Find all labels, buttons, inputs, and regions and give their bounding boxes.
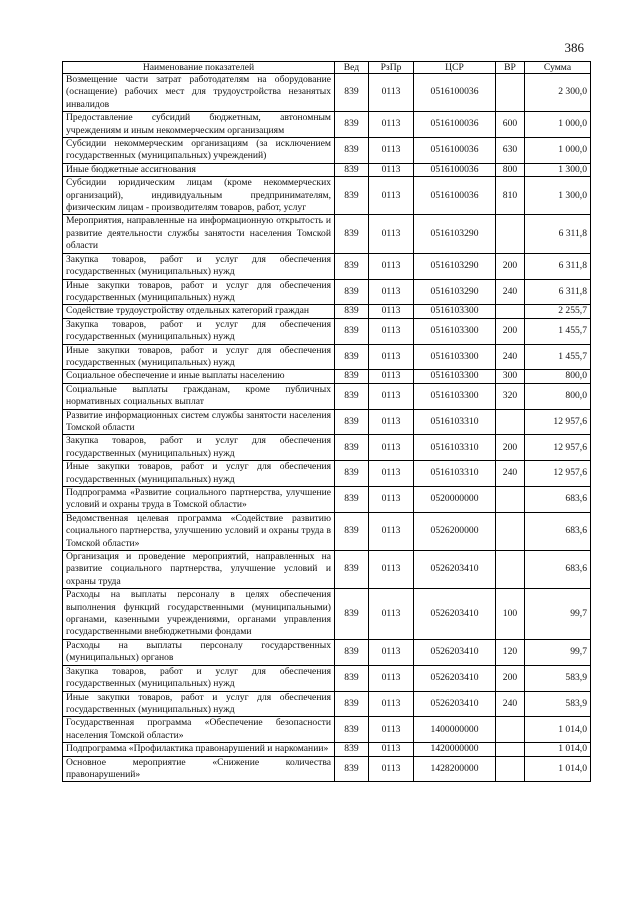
cell-ved: 839 xyxy=(335,112,369,138)
cell-ved: 839 xyxy=(335,551,369,589)
cell-sum: 6 311,8 xyxy=(525,253,591,279)
cell-vr: 120 xyxy=(496,639,525,665)
cell-rzpr: 0113 xyxy=(369,138,414,164)
cell-sum: 1 455,7 xyxy=(525,344,591,370)
cell-vr: 600 xyxy=(496,112,525,138)
cell-csr: 0516103300 xyxy=(414,318,496,344)
cell-vr: 240 xyxy=(496,344,525,370)
table-row xyxy=(63,743,591,756)
cell-vr: 240 xyxy=(496,691,525,717)
cell-sum: 1 300,0 xyxy=(525,163,591,176)
table-row xyxy=(63,717,591,743)
cell-name: Социальное обеспечение и иные выплаты населению xyxy=(63,370,335,383)
cell-name: Ведомственная целевая программа «Содействие развитию социального партнерства, улучшению условий и охраны труда в Томской области» xyxy=(63,512,335,550)
cell-vr xyxy=(496,305,525,318)
cell-name: Закупка товаров, работ и услуг для обеспечения государственных (муниципальных) нужд xyxy=(63,665,335,691)
cell-sum: 12 957,6 xyxy=(525,461,591,487)
table-row xyxy=(63,691,591,717)
cell-csr: 0516100036 xyxy=(414,177,496,215)
cell-vr: 200 xyxy=(496,665,525,691)
cell-name: Содействие трудоустройству отдельных категорий граждан xyxy=(63,305,335,318)
cell-csr: 0526203410 xyxy=(414,639,496,665)
cell-name: Иные закупки товаров, работ и услуг для обеспечения государственных (муниципальных) нужд xyxy=(63,279,335,305)
cell-vr: 320 xyxy=(496,383,525,409)
cell-ved: 839 xyxy=(335,717,369,743)
cell-vr: 240 xyxy=(496,461,525,487)
cell-csr: 0516100036 xyxy=(414,112,496,138)
cell-rzpr: 0113 xyxy=(369,344,414,370)
cell-rzpr: 0113 xyxy=(369,487,414,513)
cell-ved: 839 xyxy=(335,512,369,550)
cell-rzpr: 0113 xyxy=(369,551,414,589)
table-row xyxy=(63,551,591,589)
cell-sum: 1 000,0 xyxy=(525,112,591,138)
cell-ved: 839 xyxy=(335,435,369,461)
cell-sum: 583,9 xyxy=(525,691,591,717)
table-row xyxy=(63,215,591,253)
cell-ved: 839 xyxy=(335,383,369,409)
cell-sum: 583,9 xyxy=(525,665,591,691)
cell-rzpr: 0113 xyxy=(369,589,414,640)
cell-sum: 2 255,7 xyxy=(525,305,591,318)
cell-csr: 1420000000 xyxy=(414,743,496,756)
cell-rzpr: 0113 xyxy=(369,305,414,318)
cell-ved: 839 xyxy=(335,138,369,164)
header-sum: Сумма xyxy=(525,62,591,74)
cell-ved: 839 xyxy=(335,253,369,279)
cell-rzpr: 0113 xyxy=(369,370,414,383)
cell-vr xyxy=(496,512,525,550)
cell-rzpr: 0113 xyxy=(369,253,414,279)
table-row xyxy=(63,305,591,318)
cell-name: Иные бюджетные ассигнования xyxy=(63,163,335,176)
cell-vr: 200 xyxy=(496,318,525,344)
table-row xyxy=(63,163,591,176)
cell-csr: 0526203410 xyxy=(414,691,496,717)
table-row xyxy=(63,318,591,344)
header-ved: Вед xyxy=(335,62,369,74)
cell-csr: 1400000000 xyxy=(414,717,496,743)
table-row xyxy=(63,639,591,665)
cell-csr: 0516100036 xyxy=(414,74,496,112)
cell-ved: 839 xyxy=(335,756,369,782)
cell-vr xyxy=(496,409,525,435)
cell-rzpr: 0113 xyxy=(369,756,414,782)
cell-vr xyxy=(496,487,525,513)
cell-ved: 839 xyxy=(335,743,369,756)
cell-csr: 0516103290 xyxy=(414,215,496,253)
cell-csr: 0516103290 xyxy=(414,253,496,279)
cell-name: Иные закупки товаров, работ и услуг для обеспечения государственных (муниципальных) нужд xyxy=(63,461,335,487)
cell-name: Закупка товаров, работ и услуг для обеспечения государственных (муниципальных) нужд xyxy=(63,435,335,461)
cell-vr: 100 xyxy=(496,589,525,640)
cell-name: Иные закупки товаров, работ и услуг для обеспечения государственных (муниципальных) нужд xyxy=(63,344,335,370)
cell-sum: 99,7 xyxy=(525,639,591,665)
cell-csr: 0520000000 xyxy=(414,487,496,513)
cell-sum: 1 014,0 xyxy=(525,756,591,782)
cell-name: Мероприятия, направленные на информационную открытость и развитие деятельности службы занятости населения Томской области xyxy=(63,215,335,253)
cell-ved: 839 xyxy=(335,487,369,513)
cell-name: Возмещение части затрат работодателям на оборудование (оснащение) рабочих мест для трудоустройства незанятых инвалидов xyxy=(63,74,335,112)
cell-sum: 683,6 xyxy=(525,551,591,589)
cell-sum: 2 300,0 xyxy=(525,74,591,112)
cell-vr: 300 xyxy=(496,370,525,383)
cell-name: Предоставление субсидий бюджетным, автономным учреждениям и иным некоммерческим организациям xyxy=(63,112,335,138)
table-row xyxy=(63,253,591,279)
cell-ved: 839 xyxy=(335,691,369,717)
cell-csr: 1428200000 xyxy=(414,756,496,782)
table-row xyxy=(63,409,591,435)
cell-vr: 810 xyxy=(496,177,525,215)
cell-vr xyxy=(496,74,525,112)
cell-name: Иные закупки товаров, работ и услуг для обеспечения государственных (муниципальных) нужд xyxy=(63,691,335,717)
cell-sum: 12 957,6 xyxy=(525,435,591,461)
cell-name: Основное мероприятие «Снижение количества правонарушений» xyxy=(63,756,335,782)
cell-sum: 6 311,8 xyxy=(525,279,591,305)
cell-sum: 1 000,0 xyxy=(525,138,591,164)
cell-ved: 839 xyxy=(335,665,369,691)
cell-rzpr: 0113 xyxy=(369,318,414,344)
cell-ved: 839 xyxy=(335,163,369,176)
cell-rzpr: 0113 xyxy=(369,215,414,253)
cell-rzpr: 0113 xyxy=(369,177,414,215)
cell-csr: 0516103310 xyxy=(414,461,496,487)
cell-sum: 1 300,0 xyxy=(525,177,591,215)
cell-vr xyxy=(496,551,525,589)
cell-ved: 839 xyxy=(335,305,369,318)
cell-csr: 0516100036 xyxy=(414,163,496,176)
page-number: 386 xyxy=(564,40,584,55)
cell-csr: 0516103310 xyxy=(414,435,496,461)
cell-csr: 0526200000 xyxy=(414,512,496,550)
table-row xyxy=(63,344,591,370)
cell-sum: 1 014,0 xyxy=(525,717,591,743)
cell-ved: 839 xyxy=(335,409,369,435)
cell-rzpr: 0113 xyxy=(369,717,414,743)
cell-vr: 240 xyxy=(496,279,525,305)
cell-vr: 630 xyxy=(496,138,525,164)
cell-name: Подпрограмма «Профилактика правонарушений и наркомании» xyxy=(63,743,335,756)
cell-sum: 6 311,8 xyxy=(525,215,591,253)
cell-rzpr: 0113 xyxy=(369,639,414,665)
table-row xyxy=(63,370,591,383)
cell-csr: 0516103300 xyxy=(414,344,496,370)
cell-rzpr: 0113 xyxy=(369,691,414,717)
cell-rzpr: 0113 xyxy=(369,383,414,409)
cell-rzpr: 0113 xyxy=(369,74,414,112)
table-row xyxy=(63,177,591,215)
header-csr: ЦСР xyxy=(414,62,496,74)
table-row xyxy=(63,112,591,138)
table-row xyxy=(63,756,591,782)
table-row xyxy=(63,138,591,164)
cell-rzpr: 0113 xyxy=(369,435,414,461)
cell-name: Организация и проведение мероприятий, направленных на развитие социального партнерства, улучшение условий и охраны труда xyxy=(63,551,335,589)
cell-csr: 0516100036 xyxy=(414,138,496,164)
table-row xyxy=(63,589,591,640)
cell-vr xyxy=(496,215,525,253)
cell-sum: 12 957,6 xyxy=(525,409,591,435)
cell-name: Социальные выплаты гражданам, кроме публичных нормативных социальных выплат xyxy=(63,383,335,409)
cell-rzpr: 0113 xyxy=(369,665,414,691)
cell-rzpr: 0113 xyxy=(369,112,414,138)
cell-ved: 839 xyxy=(335,215,369,253)
cell-name: Государственная программа «Обеспечение безопасности населения Томской области» xyxy=(63,717,335,743)
cell-ved: 839 xyxy=(335,344,369,370)
cell-sum: 1 455,7 xyxy=(525,318,591,344)
cell-sum: 99,7 xyxy=(525,589,591,640)
table-row xyxy=(63,435,591,461)
cell-vr: 800 xyxy=(496,163,525,176)
cell-csr: 0516103300 xyxy=(414,305,496,318)
cell-rzpr: 0113 xyxy=(369,743,414,756)
cell-ved: 839 xyxy=(335,639,369,665)
cell-sum: 1 014,0 xyxy=(525,743,591,756)
cell-name: Закупка товаров, работ и услуг для обеспечения государственных (муниципальных) нужд xyxy=(63,253,335,279)
cell-rzpr: 0113 xyxy=(369,461,414,487)
header-vr: ВР xyxy=(496,62,525,74)
cell-ved: 839 xyxy=(335,177,369,215)
budget-table xyxy=(62,61,591,782)
table-row xyxy=(63,279,591,305)
cell-name: Подпрограмма «Развитие социального партнерства, улучшение условий и охраны труда в Томской области» xyxy=(63,487,335,513)
cell-csr: 0516103300 xyxy=(414,383,496,409)
table-header-row xyxy=(63,62,591,74)
cell-ved: 839 xyxy=(335,318,369,344)
cell-ved: 839 xyxy=(335,279,369,305)
table-row xyxy=(63,383,591,409)
table-row xyxy=(63,461,591,487)
cell-csr: 0516103300 xyxy=(414,370,496,383)
table-row xyxy=(63,512,591,550)
cell-csr: 0526203410 xyxy=(414,665,496,691)
table-row xyxy=(63,487,591,513)
cell-csr: 0516103290 xyxy=(414,279,496,305)
cell-name: Развитие информационных систем службы занятости населения Томской области xyxy=(63,409,335,435)
cell-name: Субсидии юридическим лицам (кроме некоммерческих организаций), индивидуальным предпринимателям, физическим лицам - производителям товаров, работ, услуг xyxy=(63,177,335,215)
table-row xyxy=(63,74,591,112)
cell-name: Субсидии некоммерческим организациям (за исключением государственных (муниципальных) учреждений) xyxy=(63,138,335,164)
cell-name: Расходы на выплаты персоналу государственных (муниципальных) органов xyxy=(63,639,335,665)
header-rzpr: РзПр xyxy=(369,62,414,74)
cell-vr xyxy=(496,743,525,756)
cell-ved: 839 xyxy=(335,589,369,640)
cell-csr: 0516103310 xyxy=(414,409,496,435)
cell-rzpr: 0113 xyxy=(369,409,414,435)
cell-rzpr: 0113 xyxy=(369,163,414,176)
header-name: Наименование показателей xyxy=(63,62,335,74)
cell-rzpr: 0113 xyxy=(369,512,414,550)
cell-csr: 0526203410 xyxy=(414,551,496,589)
cell-vr xyxy=(496,756,525,782)
cell-csr: 0526203410 xyxy=(414,589,496,640)
cell-sum: 800,0 xyxy=(525,383,591,409)
cell-rzpr: 0113 xyxy=(369,279,414,305)
cell-ved: 839 xyxy=(335,370,369,383)
cell-sum: 683,6 xyxy=(525,487,591,513)
cell-name: Расходы на выплаты персоналу в целях обеспечения выполнения функций государственными (муниципальными) органами, казенными учреждениями, органами управления государственными внебюджетными фондами xyxy=(63,589,335,640)
cell-vr: 200 xyxy=(496,253,525,279)
cell-name: Закупка товаров, работ и услуг для обеспечения государственных (муниципальных) нужд xyxy=(63,318,335,344)
cell-vr: 200 xyxy=(496,435,525,461)
cell-ved: 839 xyxy=(335,74,369,112)
cell-sum: 800,0 xyxy=(525,370,591,383)
table-row xyxy=(63,665,591,691)
cell-sum: 683,6 xyxy=(525,512,591,550)
cell-vr xyxy=(496,717,525,743)
cell-ved: 839 xyxy=(335,461,369,487)
